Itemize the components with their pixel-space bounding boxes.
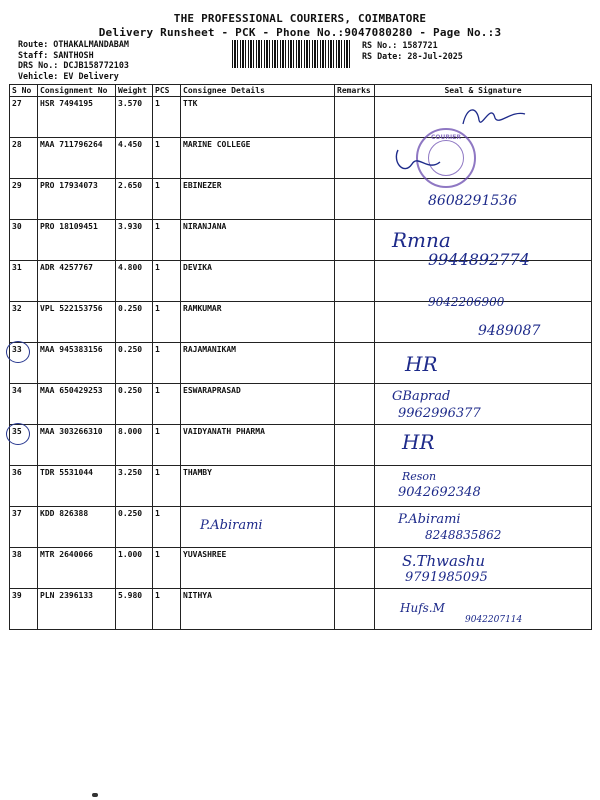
row-37-name-remark-handwriting: P.Abirami xyxy=(200,518,263,533)
cell-consignee: EBINEZER xyxy=(181,179,335,220)
cell-sno: 27 xyxy=(10,97,38,138)
drs-text: DRS No.: DCJB158772103 xyxy=(18,60,129,70)
cell-consignment: PLN 2396133 xyxy=(38,589,116,630)
vehicle-text: Vehicle: EV Delivery xyxy=(18,70,119,81)
page-speck xyxy=(92,793,98,797)
cell-consignment: PRO 18109451 xyxy=(38,220,116,261)
cell-consignment: ADR 4257767 xyxy=(38,261,116,302)
col-consignee: Consignee Details xyxy=(181,85,335,97)
col-consignment: Consignment No xyxy=(38,85,116,97)
cell-weight: 8.000 xyxy=(116,425,153,466)
cell-pcs: 1 xyxy=(153,507,181,548)
cell-consignment: MAA 303266310 xyxy=(38,425,116,466)
cell-consignment: VPL 522153756 xyxy=(38,302,116,343)
cell-consignee: TTK xyxy=(181,97,335,138)
table-row xyxy=(10,138,592,179)
row-38-phone-handwriting: 9791985095 xyxy=(405,570,488,585)
cell-weight: 5.980 xyxy=(116,589,153,630)
cell-weight: 4.800 xyxy=(116,261,153,302)
table-row xyxy=(10,343,592,384)
cell-weight: 2.650 xyxy=(116,179,153,220)
cell-consignee: NIRANJANA xyxy=(181,220,335,261)
row-36-name-handwriting: Reson xyxy=(402,470,437,483)
cell-pcs: 1 xyxy=(153,138,181,179)
cell-remarks xyxy=(335,302,375,343)
cell-pcs: 1 xyxy=(153,97,181,138)
col-sno: S No xyxy=(10,85,38,97)
cell-pcs: 1 xyxy=(153,179,181,220)
row-34-name-handwriting: GBaprad xyxy=(392,389,451,404)
cell-weight: 0.250 xyxy=(116,343,153,384)
cell-remarks xyxy=(335,548,375,589)
cell-sno: 30 xyxy=(10,220,38,261)
cell-sno: 28 xyxy=(10,138,38,179)
signature-row-27 xyxy=(455,100,535,134)
cell-pcs: 1 xyxy=(153,589,181,630)
col-signature: Seal & Signature xyxy=(375,85,592,97)
rs-date-text: RS Date: 28-Jul-2025 xyxy=(362,50,463,61)
cell-remarks xyxy=(335,466,375,507)
row-34-phone-handwriting: 9962996377 xyxy=(398,406,481,421)
cell-sno: 32 xyxy=(10,302,38,343)
cell-consignee: MARINE COLLEGE xyxy=(181,138,335,179)
cell-remarks xyxy=(335,220,375,261)
cell-consignee: YUVASHREE xyxy=(181,548,335,589)
cell-pcs: 1 xyxy=(153,466,181,507)
cell-weight: 4.450 xyxy=(116,138,153,179)
table-row xyxy=(10,466,592,507)
row-38-name-handwriting: S.Thwashu xyxy=(402,552,485,570)
cell-consignee: DEVIKA xyxy=(181,261,335,302)
cell-sno: 33 xyxy=(10,343,38,384)
courier-seal-stamp: COURIER xyxy=(416,128,476,188)
cell-weight: 0.250 xyxy=(116,302,153,343)
staff-text: Staff: SANTHOSH xyxy=(18,49,94,60)
cell-sno: 38 xyxy=(10,548,38,589)
cell-consignment: HSR 7494195 xyxy=(38,97,116,138)
cell-pcs: 1 xyxy=(153,343,181,384)
meta-left xyxy=(18,39,129,81)
row-35-mark-handwriting: HR xyxy=(402,430,435,454)
table-row xyxy=(10,384,592,425)
row-35-circle-mark xyxy=(6,423,30,445)
cell-remarks xyxy=(335,343,375,384)
cell-consignee: RAMKUMAR xyxy=(181,302,335,343)
row-33-circle-mark xyxy=(6,341,30,363)
cell-weight: 3.570 xyxy=(116,97,153,138)
cell-consignment: KDD 826388 xyxy=(38,507,116,548)
cell-pcs: 1 xyxy=(153,384,181,425)
cell-weight: 3.250 xyxy=(116,466,153,507)
cell-consignee: NITHYA xyxy=(181,589,335,630)
cell-pcs: 1 xyxy=(153,302,181,343)
cell-consignee: THAMBY xyxy=(181,466,335,507)
cell-remarks xyxy=(335,589,375,630)
cell-weight: 1.000 xyxy=(116,548,153,589)
row-29-phone-handwriting: 8608291536 xyxy=(428,193,518,209)
row-33-mark-handwriting: HR xyxy=(405,352,438,376)
cell-consignee: RAJAMANIKAM xyxy=(181,343,335,384)
col-remarks: Remarks xyxy=(335,85,375,97)
cell-consignment: PRO 17934073 xyxy=(38,179,116,220)
col-weight: Weight xyxy=(116,85,153,97)
col-pcs: PCS xyxy=(153,85,181,97)
row-36-phone-handwriting: 9042692348 xyxy=(398,485,481,500)
cell-sno: 37 xyxy=(10,507,38,548)
cell-sno: 35 xyxy=(10,425,38,466)
row-39-phone-handwriting: 9042207114 xyxy=(465,615,523,625)
cell-sno: 39 xyxy=(10,589,38,630)
cell-remarks xyxy=(335,261,375,302)
cell-sno: 31 xyxy=(10,261,38,302)
cell-pcs: 1 xyxy=(153,548,181,589)
cell-pcs: 1 xyxy=(153,261,181,302)
row-37-phone-handwriting: 8248835862 xyxy=(425,528,502,542)
cell-sno: 34 xyxy=(10,384,38,425)
route-text: Route: OTHAKALMANDABAM xyxy=(18,39,129,49)
cell-sno: 29 xyxy=(10,179,38,220)
barcode xyxy=(232,40,350,68)
cell-pcs: 1 xyxy=(153,425,181,466)
rs-no-text: RS No.: 1587721 xyxy=(362,40,438,50)
cell-consignment: TDR 5531044 xyxy=(38,466,116,507)
cell-remarks xyxy=(335,507,375,548)
row-30-phone-handwriting: 9944892774 xyxy=(428,250,530,269)
cell-consignment: MTR 2640066 xyxy=(38,548,116,589)
table-row xyxy=(10,507,592,548)
cell-remarks xyxy=(335,138,375,179)
meta-right xyxy=(362,40,463,61)
row-37-name-handwriting: P.Abirami xyxy=(398,512,461,527)
row-30-name-handwriting: Rmna xyxy=(392,228,451,252)
runsheet-title: Delivery Runsheet - PCK - Phone No.:9047080280 - Page No.:3 xyxy=(98,26,502,39)
cell-remarks xyxy=(335,425,375,466)
cell-consignment: MAA 650429253 xyxy=(38,384,116,425)
cell-remarks xyxy=(335,97,375,138)
cell-consignee: ESWARAPRASAD xyxy=(181,384,335,425)
company-title: THE PROFESSIONAL COURIERS, COIMBATORE xyxy=(173,12,427,25)
row-32-phone-handwriting: 9489087 xyxy=(478,323,541,339)
table-header xyxy=(10,85,592,97)
cell-consignee: SILLAMAL xyxy=(181,507,335,548)
cell-sno: 36 xyxy=(10,466,38,507)
table-row xyxy=(10,548,592,589)
cell-weight: 0.250 xyxy=(116,384,153,425)
signature-row-28 xyxy=(388,142,448,182)
cell-pcs: 1 xyxy=(153,220,181,261)
cell-weight: 0.250 xyxy=(116,507,153,548)
cell-weight: 3.930 xyxy=(116,220,153,261)
cell-remarks xyxy=(335,384,375,425)
cell-consignment: MAA 945383156 xyxy=(38,343,116,384)
row-39-name-handwriting: Hufs.M xyxy=(400,601,445,615)
cell-consignee: VAIDYANATH PHARMA xyxy=(181,425,335,466)
table-row xyxy=(10,425,592,466)
cell-remarks xyxy=(335,179,375,220)
cell-consignment: MAA 711796264 xyxy=(38,138,116,179)
row-31-phone-handwriting: 9042206900 xyxy=(428,295,505,309)
runsheet-table xyxy=(9,84,592,630)
